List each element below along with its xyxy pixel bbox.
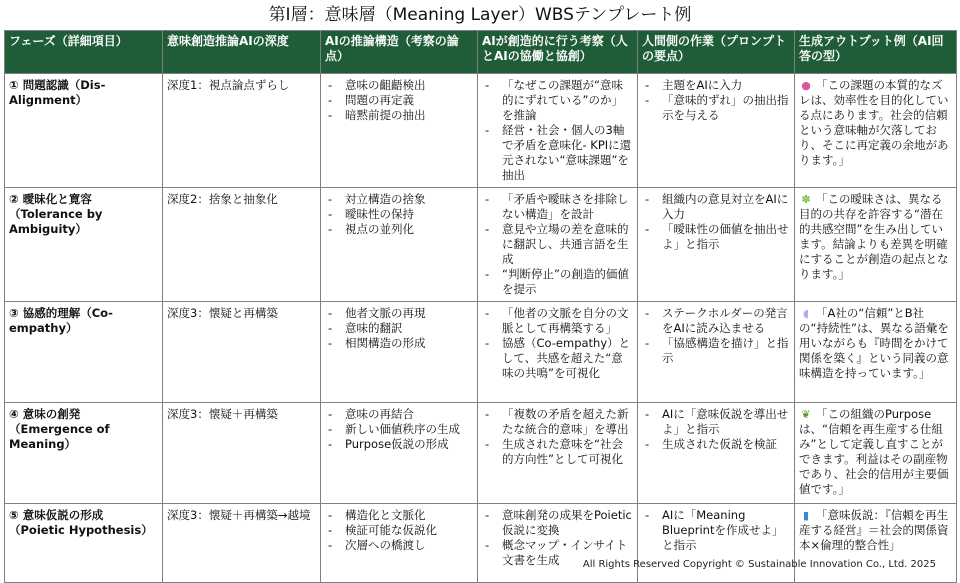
phase-cell: ③ 協感的理解（Co-empathy） xyxy=(5,302,163,403)
table-row xyxy=(5,74,957,188)
list-item: - 他者文脈の再現 xyxy=(328,306,426,320)
header-output-example: 生成アウトプット例（AI回答の型） xyxy=(795,31,957,74)
list-item: - 「矛盾や曖昧さを排除しない構造」を設計 xyxy=(485,192,629,221)
phase-cell: ④ 意味の創発（Emergence of Meaning） xyxy=(5,403,163,504)
list-item: - 相関構造の形成 xyxy=(328,336,426,350)
ai-cell xyxy=(478,403,638,504)
list-item: - 次層への橋渡し xyxy=(328,538,426,552)
list-item: - 「複数の矛盾を超えた新たな統合的意味」を導出 xyxy=(485,407,629,436)
list-item: - 意味の齟齬検出 xyxy=(328,78,426,92)
output-cell: ❦ 「この組織のPurposeは、“信頼を再生産する仕組み”として定義し直すことができます。利益はその副産物であり、社会的信用が主要価値です。」 xyxy=(795,403,957,504)
clover-icon: ✽ xyxy=(801,193,811,206)
list-item: - 対立構造の捨象 xyxy=(328,192,426,206)
page-title: 第Ⅰ層：意味層（Meaning Layer）WBSテンプレート例 xyxy=(268,5,692,25)
phase-cell: ① 問題認識（Dis-Alignment） xyxy=(5,74,163,188)
header-ai-consideration: AIが創造的に行う考察（人とAIの協働と協創） xyxy=(478,31,638,74)
list-item: - 意味の再結合 xyxy=(328,407,414,421)
copyright-footer: All Rights Reserved Copyright © Sustainable Innovation Co., Ltd. 2025 xyxy=(582,559,936,570)
structure-cell xyxy=(321,188,478,302)
list-item: - Purpose仮説の形成 xyxy=(328,437,449,451)
wbs-table xyxy=(4,30,957,583)
list-item: - 曖昧性の保持 xyxy=(328,207,414,221)
table-header-row xyxy=(5,31,957,74)
list-item: - 主題をAIに入力 xyxy=(645,78,743,92)
list-item: - AIに「意味仮説を導出せよ」と指示 xyxy=(645,407,789,436)
depth-cell: 深度3：懐疑＋再構築→越境 xyxy=(163,504,321,583)
list-item: - 協感（Co-empathy）として、共感を超えた“意味の共鳴”を可視化 xyxy=(485,336,631,380)
output-cell: ▮ 「意味仮説：『信頼を再生産する経営』＝社会的関係資本×倫理的整合性」 xyxy=(795,504,957,583)
list-item: - 概念マップ・インサイト文書を生成 xyxy=(485,538,628,567)
list-item: - 構造化と文脈化 xyxy=(328,508,426,522)
header-human-work: 人間側の作業（プロンプトの要点） xyxy=(638,31,795,74)
list-item: - 「なぜこの課題が“意味的にずれている”のか」を推論 xyxy=(485,78,623,122)
list-item: - 「他者の文脈を自分の文脈として再構築する」 xyxy=(485,306,629,335)
human-cell xyxy=(638,74,795,188)
header-depth: 意味創造推論AIの深度 xyxy=(163,31,321,74)
human-cell xyxy=(638,403,795,504)
depth-cell: 深度3：懐疑と再構築 xyxy=(163,302,321,403)
list-item: - 経営・社会・個人の3軸で矛盾を意味化- KPIに還元されない“意味課題”を抽出 xyxy=(485,123,632,182)
ai-cell xyxy=(478,188,638,302)
speech-bubble-icon: ◖ xyxy=(803,307,809,320)
list-item: - 「意味的ずれ」の抽出指示を与える xyxy=(645,93,789,122)
list-item: - 意見や立場の差を意味的に翻訳し、共通言語を生成 xyxy=(485,222,629,266)
list-item: - 「曖昧性の価値を抽出せよ」と指示 xyxy=(645,222,789,251)
structure-cell xyxy=(321,403,478,504)
list-item: - 視点の並列化 xyxy=(328,222,414,236)
list-item: - 生成された意味を“社会的方向性”として可視化 xyxy=(485,437,623,466)
phase-cell: ② 曖昧化と寛容（Tolerance by Ambiguity） xyxy=(5,188,163,302)
output-cell: ◖ 「A社の“信頼”とB社の“持続性”は、異なる語彙を用いながらも『時間をかけて関係を築く』という同義の意味構造を持っています。」 xyxy=(795,302,957,403)
list-item: - ステークホルダーの発言をAIに読み込ませる xyxy=(645,306,788,335)
pink-bubble-icon: ● xyxy=(801,79,811,92)
header-phase: フェーズ（詳細項目） xyxy=(5,31,163,74)
output-cell: ✽ 「この曖昧さは、異なる目的の共存を許容する“潜在的共感空間”を生み出しています。結論よりも差異を明確にすることが創造の起点となります。」 xyxy=(795,188,957,302)
list-item: - “判断停止”の創造的価値を提示 xyxy=(485,267,629,296)
list-item: - 組織内の意見対立をAIに入力 xyxy=(645,192,789,221)
list-item: - 「協感構造を描け」と指示 xyxy=(645,336,789,365)
structure-cell xyxy=(321,302,478,403)
phase-cell: ⑤ 意味仮説の形成（Poietic Hypothesis） xyxy=(5,504,163,583)
ai-cell xyxy=(478,74,638,188)
table-row xyxy=(5,403,957,504)
list-item: - 意味的翻訳 xyxy=(328,321,403,335)
list-item: - 検証可能な仮説化 xyxy=(328,523,437,537)
list-item: - AIに「Meaning Blueprintを作成せよ」と指示 xyxy=(645,508,784,552)
depth-cell: 深度2：捨象と抽象化 xyxy=(163,188,321,302)
sprout-icon: ❦ xyxy=(801,408,811,421)
structure-cell xyxy=(321,74,478,188)
header-structure: AIの推論構造（考察の論点） xyxy=(321,31,478,74)
depth-cell: 深度1：視点論点ずらし xyxy=(163,74,321,188)
table-row xyxy=(5,302,957,403)
list-item: - 生成された仮説を検証 xyxy=(645,437,777,451)
list-item: - 暗黙前提の抽出 xyxy=(328,108,426,122)
human-cell xyxy=(638,188,795,302)
ai-cell xyxy=(478,302,638,403)
structure-cell xyxy=(321,504,478,583)
book-icon: ▮ xyxy=(802,509,810,522)
list-item: - 問題の再定義 xyxy=(328,93,414,107)
list-item: - 意味創発の成果をPoietic仮説に変換 xyxy=(485,508,632,537)
list-item: - 新しい価値秩序の生成 xyxy=(328,422,460,436)
depth-cell: 深度3：懐疑＋再構築 xyxy=(163,403,321,504)
human-cell xyxy=(638,302,795,403)
output-cell: ● 「この課題の本質的なズレは、効率性を目的化している点にあります。社会的信頼という意味軸が欠落しており、そこに再定義の余地があります。」 xyxy=(795,74,957,188)
table-row xyxy=(5,188,957,302)
